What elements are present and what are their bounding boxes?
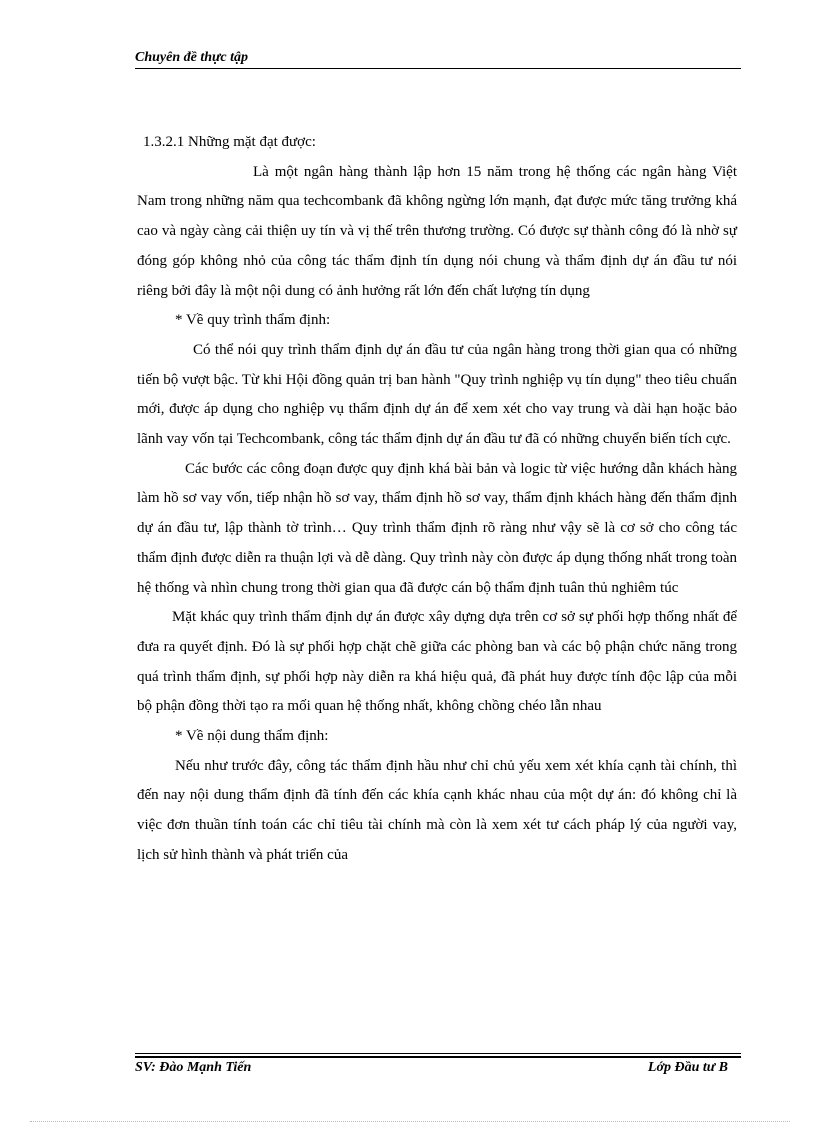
paragraph-1: Là một ngân hàng thành lập hơn 15 năm trong hệ thống các ngân hàng Việt Nam trong những năm qua techcombank đã không ngừng lớn mạnh, đạt được mức tăng trưởng khá cao và ngày càng cải thiện uy tín và vị thế trên thương trường. Có được sự thành công đó là nhờ sự đóng góp không nhỏ của công tác thẩm định tín dụng nói chung và thẩm định dự án đầu tư nói riêng bởi đây là một nội dung có ảnh hưởng rất lớn đến chất lượng tín dụng [137, 163, 737, 299]
paragraph-3: Các bước các công đoạn được quy định khá bài bản và logic từ việc hướng dẫn khách hàng làm hồ sơ vay vốn, tiếp nhận hồ sơ vay, thẩm định hồ sơ vay, thẩm định khách hàng đến thẩm định dự án đầu tư, lập thành tờ trình… Quy trình thẩm định rõ ràng như vậy sẽ là cơ sở cho công tác thẩm định được diễn ra thuận lợi và dễ dàng. Quy trình này còn được áp dụng thống nhất trong toàn hệ thống và nhìn chung trong thời gian qua đã được cán bộ thẩm định tuân thủ nghiêm túc [137, 460, 737, 596]
bullet-heading-process: * Về quy trình thẩm định: [175, 312, 331, 329]
page-bottom-divider [30, 1121, 790, 1122]
header-title: Chuyên đề thực tập [135, 50, 249, 65]
document-body [137, 128, 737, 871]
section-heading: 1.3.2.1 Những mặt đạt được: [143, 134, 316, 150]
paragraph-2: Có thể nói quy trình thẩm định dự án đầu tư của ngân hàng trong thời gian qua có những tiến bộ vượt bậc. Từ khi Hội đồng quản trị ban hành "Quy trình nghiệp vụ tín dụng" theo tiêu chuẩn mới, được áp dụng cho nghiệp vụ thẩm định dự án để xem xét cho vay trung và dài hạn hoặc bảo lãnh vay vốn tại Techcombank, công tác thẩm định dự án đầu tư đã có những chuyển biến tích cực. [137, 341, 737, 448]
paragraph-4: Mặt khác quy trình thẩm định dự án được xây dựng dựa trên cơ sở sự phối hợp thống nhất để đưa ra quyết định. Đó là sự phối hợp chặt chẽ giữa các phòng ban và các bộ phận chức năng trong quá trình thẩm định, sự phối hợp này diễn ra khá hiệu quả, đã phát huy được tính độc lập của mỗi bộ phận đồng thời tạo ra mối quan hệ thống nhất, không chồng chéo lẫn nhau [137, 609, 737, 715]
header-divider [135, 68, 741, 69]
footer-student-name: SV: Đào Mạnh Tiến [135, 1060, 252, 1075]
footer-divider-thick [135, 1056, 741, 1058]
bullet-heading-content: * Về nội dung thẩm định: [175, 728, 329, 745]
footer-class-name: Lớp Đầu tư B [647, 1060, 728, 1075]
paragraph-5: Nếu như trước đây, công tác thẩm định hầu như chỉ chủ yếu xem xét khía cạnh tài chính, thì đến nay nội dung thẩm định đã tính đến các khía cạnh khác nhau của một dự án: đó không chỉ là việc đơn thuần tính toán các chỉ tiêu tài chính mà còn là xem xét tư cách pháp lý của người vay, lịch sử hình thành và phát triển của [137, 757, 737, 863]
footer-divider-thin [135, 1053, 741, 1054]
